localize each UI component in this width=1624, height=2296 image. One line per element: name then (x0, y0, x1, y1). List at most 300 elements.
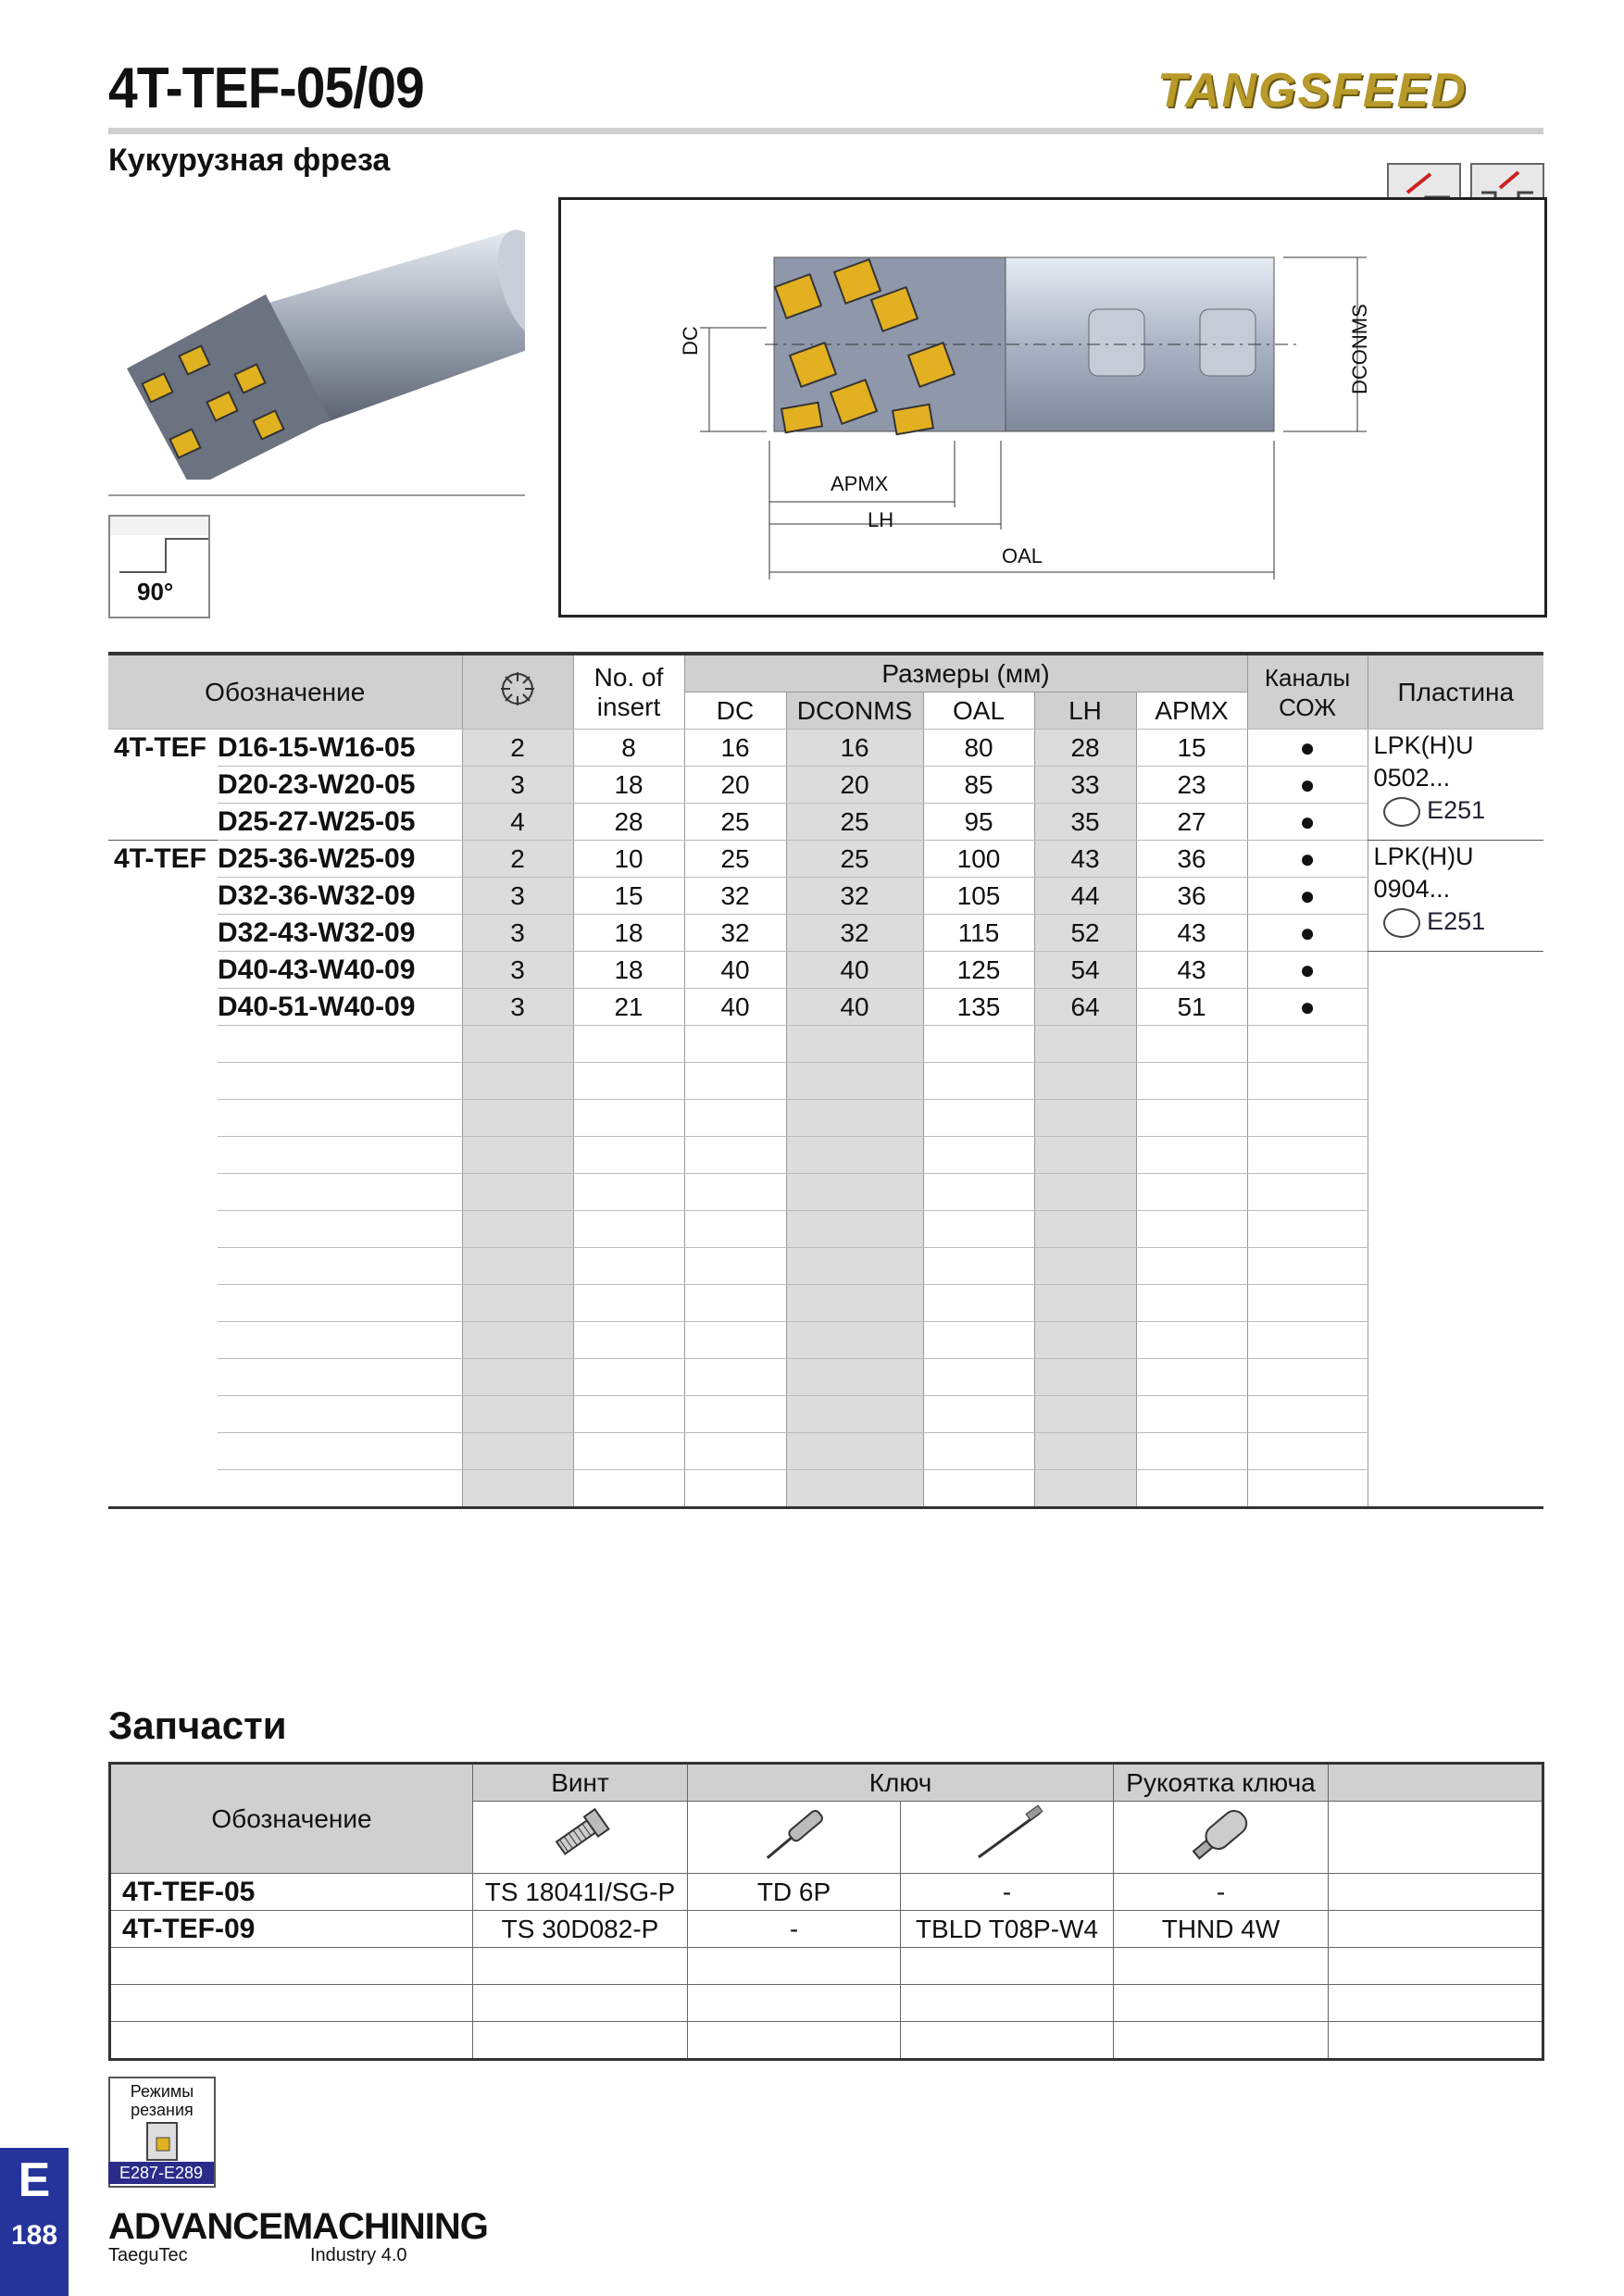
cell-prefix (108, 952, 218, 989)
cell-oal: 125 (923, 952, 1034, 989)
magnifier-icon (1383, 908, 1420, 938)
cell-dc: 16 (684, 730, 786, 767)
cell-dc: 25 (684, 804, 786, 841)
cell-z (462, 1433, 573, 1470)
cell-dc: 25 (684, 841, 786, 878)
cell-cool: ● (1247, 915, 1368, 952)
cell-code (218, 1285, 462, 1322)
dim-dconms-label: DCONMS (1348, 304, 1371, 394)
cell-code (218, 1100, 462, 1137)
cell-oal (923, 1359, 1034, 1396)
spare-row (110, 1911, 1543, 1948)
cell-ins (573, 1100, 684, 1137)
cell-lh (1034, 1248, 1136, 1285)
cell-dconms (786, 1396, 923, 1433)
table-row (108, 1248, 1543, 1285)
cell-code: D25-27-W25-05 (218, 804, 462, 841)
cell-lh (1034, 1100, 1136, 1137)
cell-prefix (108, 1100, 218, 1137)
cell-prefix (108, 1211, 218, 1248)
dim-oal-label: OAL (1002, 544, 1043, 568)
cell-dc (684, 1322, 786, 1359)
cell-oal: 95 (923, 804, 1034, 841)
cell-prefix (108, 1174, 218, 1211)
cell-dc: 40 (684, 952, 786, 989)
spare-parts-table (108, 1762, 1544, 2061)
plate-line2: 0904... (1373, 875, 1451, 903)
cell-apmx: 36 (1136, 878, 1247, 915)
cell-ins: 18 (573, 952, 684, 989)
spare-cell-key2 (901, 2022, 1114, 2060)
technical-drawing (558, 197, 1547, 618)
cell-cool (1247, 1100, 1368, 1137)
cutting-line2: резания (131, 2101, 194, 2119)
section-letter: E (18, 2153, 51, 2207)
cell-apmx (1136, 1470, 1247, 1508)
cell-dc: 40 (684, 989, 786, 1026)
cell-dconms: 25 (786, 841, 923, 878)
cell-apmx (1136, 1137, 1247, 1174)
table-row (108, 878, 1543, 915)
cell-prefix (108, 767, 218, 804)
coolant-line1: Каналы (1264, 663, 1351, 692)
cell-lh (1034, 1137, 1136, 1174)
cell-code (218, 1322, 462, 1359)
cell-plate (1368, 1285, 1543, 1322)
spare-cell-key1 (688, 1948, 901, 1985)
table-row (108, 730, 1543, 767)
col-plate: Пластина (1368, 654, 1543, 730)
handle-icon (1180, 1802, 1263, 1866)
cell-plate (1368, 952, 1543, 989)
cell-z (462, 1211, 573, 1248)
cell-apmx (1136, 1396, 1247, 1433)
table-row (108, 1211, 1543, 1248)
table-row (108, 1285, 1543, 1322)
tool-drawing-svg (561, 200, 1544, 615)
cell-oal (923, 1174, 1034, 1211)
cell-z: 3 (462, 915, 573, 952)
plate-group[interactable] (1368, 841, 1543, 952)
spare-cell-empty (1329, 2022, 1543, 2060)
cell-oal (923, 1248, 1034, 1285)
cell-code: D16-15-W16-05 (218, 730, 462, 767)
screw-icon-cell (473, 1802, 688, 1874)
cell-ins: 18 (573, 915, 684, 952)
spare-cell-name (110, 2022, 473, 2060)
section-tab (0, 2148, 69, 2296)
cell-cool (1247, 1248, 1368, 1285)
book-icon (134, 2121, 190, 2162)
cell-dconms (786, 1174, 923, 1211)
cell-plate (1368, 1100, 1543, 1137)
cell-lh: 64 (1034, 989, 1136, 1026)
cell-lh (1034, 1285, 1136, 1322)
cell-oal (923, 1285, 1034, 1322)
spare-cell-screw (473, 1948, 688, 1985)
col-coolant (1247, 654, 1368, 730)
cell-dconms (786, 1322, 923, 1359)
spare-col-handle: Рукоятка ключа (1114, 1764, 1329, 1802)
cell-z: 2 (462, 841, 573, 878)
key-blade-icon-cell (901, 1802, 1114, 1874)
flute-icon (497, 668, 538, 709)
dim-dc-label: DC (679, 326, 702, 356)
product-table (108, 652, 1543, 1509)
cell-dconms (786, 1248, 923, 1285)
cell-ins: 15 (573, 878, 684, 915)
cell-lh: 28 (1034, 730, 1136, 767)
cell-lh (1034, 1396, 1136, 1433)
cell-dc (684, 1026, 786, 1063)
spare-cell-key2 (901, 1985, 1114, 2022)
table-row (108, 989, 1543, 1026)
cell-cool (1247, 1433, 1368, 1470)
cell-lh (1034, 1322, 1136, 1359)
cell-lh: 33 (1034, 767, 1136, 804)
spare-cell-empty (1329, 1874, 1543, 1911)
cell-apmx (1136, 1174, 1247, 1211)
spare-cell-handle (1114, 1948, 1329, 1985)
footer-brand: TaeguTec (108, 2245, 188, 2265)
title-divider (108, 128, 1543, 134)
cell-lh: 43 (1034, 841, 1136, 878)
plate-line1: LPK(H)U (1373, 842, 1474, 870)
cell-plate (1368, 989, 1543, 1026)
cell-z: 4 (462, 804, 573, 841)
cell-code (218, 1137, 462, 1174)
table-row (108, 841, 1543, 878)
cell-oal (923, 1396, 1034, 1433)
cell-lh (1034, 1359, 1136, 1396)
cell-z (462, 1248, 573, 1285)
cell-prefix (108, 804, 218, 841)
cell-dc (684, 1433, 786, 1470)
cell-plate (1368, 1137, 1543, 1174)
cell-plate (1368, 1026, 1543, 1063)
cell-apmx: 27 (1136, 804, 1247, 841)
cell-plate (1368, 1211, 1543, 1248)
cell-code (218, 1396, 462, 1433)
spare-cell-key2 (901, 1948, 1114, 1985)
key-blade-icon (966, 1802, 1049, 1866)
cell-plate (1368, 1396, 1543, 1433)
col-dims: Размеры (мм) (684, 654, 1247, 693)
footer-logo: ADVANCEMACHINING (108, 2206, 488, 2247)
spare-cell-empty (1329, 1911, 1543, 1948)
table-row (108, 1174, 1543, 1211)
spare-cell-name: 4T-TEF-05 (110, 1874, 473, 1911)
spare-cell-empty (1329, 1985, 1543, 2022)
cell-oal (923, 1063, 1034, 1100)
cell-code (218, 1063, 462, 1100)
cell-prefix (108, 1359, 218, 1396)
plate-line2: 0502... (1373, 764, 1451, 792)
cutting-ref[interactable]: E287-E289 (108, 2162, 214, 2184)
cell-code: D32-36-W32-09 (218, 878, 462, 915)
cell-lh (1034, 1211, 1136, 1248)
cell-plate (1368, 1174, 1543, 1211)
cell-dconms (786, 1137, 923, 1174)
cell-prefix (108, 915, 218, 952)
cell-ins (573, 1285, 684, 1322)
spare-row (110, 2022, 1543, 2060)
cell-plate (1368, 1359, 1543, 1396)
cell-apmx: 36 (1136, 841, 1247, 878)
spare-cell-screw (473, 2022, 688, 2060)
cell-dc (684, 1174, 786, 1211)
cell-z (462, 1285, 573, 1322)
cell-apmx (1136, 1433, 1247, 1470)
cell-plate (1368, 1470, 1543, 1508)
cell-dc: 32 (684, 915, 786, 952)
cell-apmx (1136, 1211, 1247, 1248)
tool-photo (108, 211, 525, 480)
table-row (108, 1470, 1543, 1508)
cell-code (218, 1470, 462, 1508)
cell-prefix (108, 1137, 218, 1174)
table-row (108, 915, 1543, 952)
empty-icon-cell (1329, 1802, 1543, 1874)
cell-code (218, 1174, 462, 1211)
cell-apmx (1136, 1063, 1247, 1100)
no-insert-line1: No. of (593, 662, 664, 692)
spare-cell-screw: TS 18041I/SG-P (473, 1874, 688, 1911)
plate-group[interactable] (1368, 730, 1543, 841)
table-row (108, 1100, 1543, 1137)
cell-dconms: 25 (786, 804, 923, 841)
cell-prefix: 4T-TEF (114, 731, 207, 763)
cell-z (462, 1174, 573, 1211)
cell-dconms: 40 (786, 989, 923, 1026)
plate-ref: E251 (1427, 907, 1486, 935)
no-insert-line2: insert (596, 692, 661, 721)
cell-z: 3 (462, 767, 573, 804)
page-subtitle: Кукурузная фреза (108, 143, 391, 178)
cell-code: D40-51-W40-09 (218, 989, 462, 1026)
spare-cell-name (110, 1948, 473, 1985)
spare-cell-key2: TBLD T08P-W4 (901, 1911, 1114, 1948)
col-dc: DC (684, 693, 786, 730)
cell-dconms (786, 1100, 923, 1137)
cell-dc (684, 1470, 786, 1508)
spare-parts-title: Запчасти (108, 1703, 287, 1747)
table-row (108, 1322, 1543, 1359)
cell-dconms (786, 1026, 923, 1063)
cell-code (218, 1026, 462, 1063)
cell-ins: 28 (573, 804, 684, 841)
cell-apmx (1136, 1359, 1247, 1396)
cell-cool (1247, 1396, 1368, 1433)
col-designation: Обозначение (108, 654, 462, 730)
spare-cell-handle: THND 4W (1114, 1911, 1329, 1948)
cell-prefix (108, 989, 218, 1026)
cell-plate (1368, 1322, 1543, 1359)
magnifier-icon (1383, 797, 1420, 827)
cell-prefix (108, 1396, 218, 1433)
cell-cool (1247, 1322, 1368, 1359)
cell-ins (573, 1063, 684, 1100)
cell-prefix (108, 1470, 218, 1508)
cell-prefix (108, 1285, 218, 1322)
cell-ins (573, 1470, 684, 1508)
spare-col-screw: Винт (473, 1764, 688, 1802)
cell-ins (573, 1359, 684, 1396)
cell-z (462, 1470, 573, 1508)
cell-apmx: 43 (1136, 915, 1247, 952)
cell-apmx (1136, 1100, 1247, 1137)
cell-code: D40-43-W40-09 (218, 952, 462, 989)
coolant-line2: СОЖ (1279, 693, 1336, 721)
cell-dc (684, 1137, 786, 1174)
cell-lh: 35 (1034, 804, 1136, 841)
table-row (108, 952, 1543, 989)
table-row (108, 1359, 1543, 1396)
table-row (108, 804, 1543, 841)
col-no-insert (573, 654, 684, 730)
cell-lh (1034, 1433, 1136, 1470)
col-oal: OAL (923, 693, 1034, 730)
cell-ins (573, 1174, 684, 1211)
cell-dc (684, 1359, 786, 1396)
cell-plate (1368, 1063, 1543, 1100)
cell-cool: ● (1247, 767, 1368, 804)
cell-z (462, 1100, 573, 1137)
cell-apmx (1136, 1322, 1247, 1359)
cell-oal: 100 (923, 841, 1034, 878)
cell-oal: 115 (923, 915, 1034, 952)
cell-z: 3 (462, 952, 573, 989)
cell-z (462, 1359, 573, 1396)
cell-dc (684, 1285, 786, 1322)
table-row (108, 1433, 1543, 1470)
dim-lh-label: LH (868, 508, 894, 531)
cell-prefix (108, 1026, 218, 1063)
cell-dconms (786, 1063, 923, 1100)
cell-z (462, 1322, 573, 1359)
cell-oal (923, 1100, 1034, 1137)
cell-dconms (786, 1285, 923, 1322)
screwdriver-icon (753, 1802, 836, 1866)
cell-z (462, 1137, 573, 1174)
cell-dc (684, 1396, 786, 1433)
spare-col-key: Ключ (688, 1764, 1114, 1802)
cell-dconms: 16 (786, 730, 923, 767)
handle-icon-cell (1114, 1802, 1329, 1874)
cell-z: 2 (462, 730, 573, 767)
cell-cool: ● (1247, 841, 1368, 878)
cell-oal (923, 1322, 1034, 1359)
spare-row (110, 1874, 1543, 1911)
table-row (108, 1026, 1543, 1063)
brand-logo: TANGSFEED (1157, 64, 1468, 118)
cell-dconms: 32 (786, 878, 923, 915)
table-row (108, 1396, 1543, 1433)
cell-dconms: 32 (786, 915, 923, 952)
cell-dc: 20 (684, 767, 786, 804)
cell-oal (923, 1026, 1034, 1063)
spare-cell-screw (473, 1985, 688, 2022)
cell-dconms: 40 (786, 952, 923, 989)
cell-code: D20-23-W20-05 (218, 767, 462, 804)
page-number: 188 (10, 2220, 58, 2251)
cell-cool (1247, 1285, 1368, 1322)
cell-cool (1247, 1359, 1368, 1396)
cell-lh: 54 (1034, 952, 1136, 989)
cell-apmx: 23 (1136, 767, 1247, 804)
cell-apmx: 15 (1136, 730, 1247, 767)
cell-code (218, 1433, 462, 1470)
cell-dc: 32 (684, 878, 786, 915)
cell-lh (1034, 1063, 1136, 1100)
cell-ins (573, 1026, 684, 1063)
cell-oal: 135 (923, 989, 1034, 1026)
cell-apmx: 43 (1136, 952, 1247, 989)
cell-oal (923, 1433, 1034, 1470)
cell-ins (573, 1433, 684, 1470)
spare-cell-key1 (688, 2022, 901, 2060)
cell-code (218, 1359, 462, 1396)
cell-prefix (108, 1322, 218, 1359)
cell-dconms (786, 1470, 923, 1508)
spare-col-designation: Обозначение (110, 1764, 473, 1874)
cell-dconms (786, 1433, 923, 1470)
cell-code: D32-43-W32-09 (218, 915, 462, 952)
cell-lh (1034, 1174, 1136, 1211)
cell-apmx (1136, 1285, 1247, 1322)
cell-z (462, 1396, 573, 1433)
cell-z: 3 (462, 989, 573, 1026)
cell-cool (1247, 1211, 1368, 1248)
cell-lh (1034, 1026, 1136, 1063)
cell-cool: ● (1247, 952, 1368, 989)
table-row (108, 767, 1543, 804)
cell-oal: 85 (923, 767, 1034, 804)
col-lh: LH (1034, 693, 1136, 730)
cell-dconms (786, 1211, 923, 1248)
spare-cell-key1 (688, 1985, 901, 2022)
spare-cell-handle (1114, 2022, 1329, 2060)
spare-cell-empty (1329, 1948, 1543, 1985)
spare-cell-key1: - (688, 1911, 901, 1948)
screwdriver-icon-cell (688, 1802, 901, 1874)
col-apmx: APMX (1136, 693, 1247, 730)
cell-code (218, 1248, 462, 1285)
photo-divider (108, 494, 525, 496)
col-dconms: DCONMS (786, 693, 923, 730)
cell-prefix: 4T-TEF (114, 842, 207, 874)
cell-ins (573, 1322, 684, 1359)
cell-oal: 105 (923, 878, 1034, 915)
cell-ins: 8 (573, 730, 684, 767)
cell-cool: ● (1247, 730, 1368, 767)
cell-apmx (1136, 1248, 1247, 1285)
cell-lh (1034, 1470, 1136, 1508)
spare-cell-key2: - (901, 1874, 1114, 1911)
cell-cool: ● (1247, 804, 1368, 841)
footer-tagline: Industry 4.0 (310, 2245, 407, 2265)
spare-cell-screw: TS 30D082-P (473, 1911, 688, 1948)
cell-prefix (108, 1063, 218, 1100)
cell-cool: ● (1247, 878, 1368, 915)
dim-apmx-label: APMX (831, 472, 889, 495)
angle-label: 90° (137, 578, 174, 605)
cell-plate (1368, 1248, 1543, 1285)
spare-cell-name: 4T-TEF-09 (110, 1911, 473, 1948)
cell-dc (684, 1100, 786, 1137)
cell-ins: 10 (573, 841, 684, 878)
spare-header-row (110, 1764, 1543, 1802)
